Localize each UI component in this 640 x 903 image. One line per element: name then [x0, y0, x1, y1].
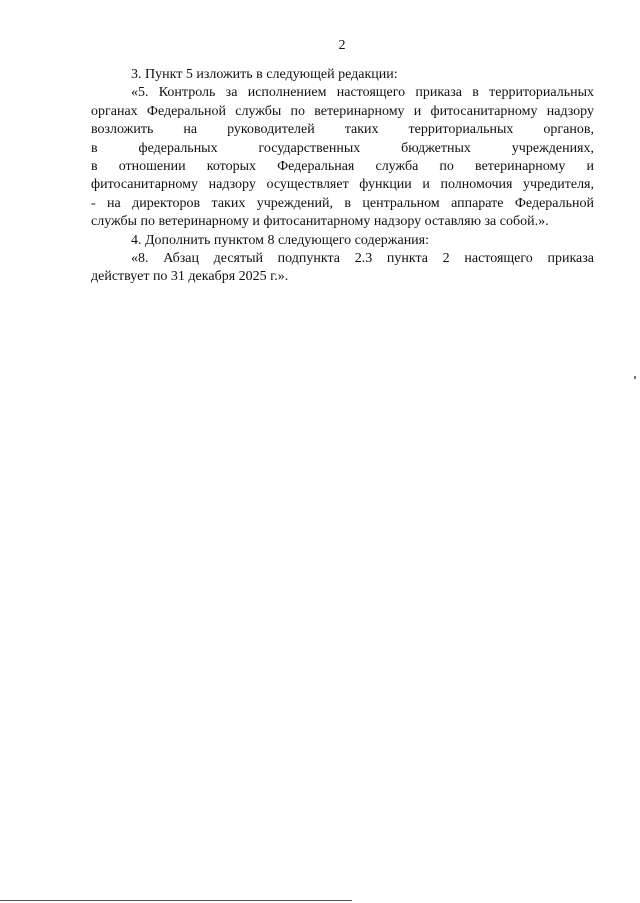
paragraph-new-item-8 — [91, 250, 594, 287]
paragraph-line: службы по ветеринарному и фитосанитарному надзору оставляю за собой.». — [91, 214, 549, 230]
paragraph-line: органах Федеральной службы по ветеринарному и фитосанитарному надзору — [91, 103, 594, 119]
paragraph-line: действует по 31 декабря 2025 г.». — [91, 269, 289, 285]
paragraph-line: «5. Контроль за исполнением настоящего приказа в территориальных — [131, 85, 594, 101]
page-number: 2 — [338, 38, 346, 53]
paragraph-line: «8. Абзац десятый подпункта 2.3 пункта 2 настоящего приказа — [131, 251, 594, 267]
paragraph-line: в отношении которых Федеральная служба по ветеринарному и — [91, 159, 594, 175]
paragraph-line: возложить на руководителей таких территориальных органов, — [91, 122, 594, 138]
paragraph-line: фитосанитарному надзору осуществляет функции и полномочия учредителя, — [91, 177, 594, 193]
paragraph-new-item-5 — [91, 84, 594, 231]
paragraph-item-4 — [91, 232, 594, 250]
paragraph-line: в федеральных государственных бюджетных учреждениях, — [91, 140, 594, 156]
paragraph-line: 4. Дополнить пунктом 8 следующего содержания: — [131, 232, 430, 248]
paragraph-item-3 — [91, 66, 594, 84]
scan-bottom-edge — [0, 900, 352, 901]
paragraph-line: 3. Пункт 5 изложить в следующей редакции: — [131, 67, 398, 82]
scan-speck — [634, 376, 636, 379]
paragraph-line: - на директоров таких учреждений, в центральном аппарате Федеральной — [91, 195, 594, 211]
document-body — [91, 66, 594, 287]
